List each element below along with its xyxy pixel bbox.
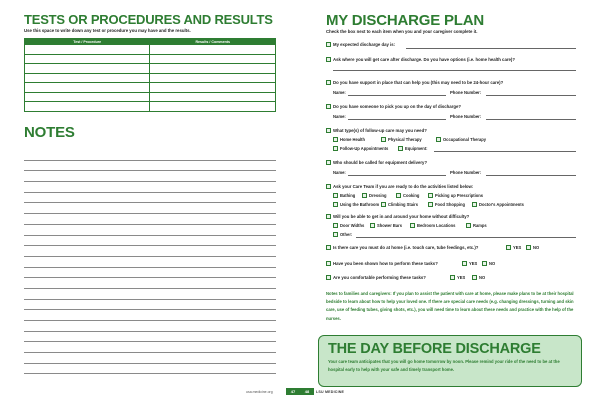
option-doctors-appointments[interactable]: Doctor's Appointments bbox=[472, 202, 524, 207]
checkbox[interactable] bbox=[326, 42, 331, 47]
note-line[interactable] bbox=[24, 193, 276, 204]
note-line[interactable] bbox=[24, 278, 276, 289]
checkbox[interactable] bbox=[326, 184, 331, 189]
table-cell[interactable] bbox=[25, 54, 150, 64]
checkbox[interactable] bbox=[326, 104, 331, 109]
option-door-widths[interactable]: Door Widths bbox=[333, 223, 364, 228]
table-cell[interactable] bbox=[150, 64, 276, 74]
name-label: Name: bbox=[333, 170, 346, 175]
table-row[interactable] bbox=[25, 83, 276, 93]
option-other[interactable]: Other: bbox=[333, 232, 352, 237]
table-row[interactable] bbox=[25, 45, 276, 55]
option-yes[interactable]: YES bbox=[450, 275, 465, 280]
day-before-discharge-text: Your care team anticipates that you will go home tomorrow by noon. Please remind your ride of the need to be at the hospital early to help with your safe and timely transport home. bbox=[328, 359, 560, 372]
table-cell[interactable] bbox=[150, 45, 276, 55]
checklist-item-pickup[interactable]: Do you have someone to pick you up on the day of discharge? bbox=[326, 104, 461, 109]
table-cell[interactable] bbox=[150, 54, 276, 64]
table-cell[interactable] bbox=[150, 83, 276, 93]
table-row[interactable] bbox=[25, 73, 276, 83]
discharge-plan-title: MY DISCHARGE PLAN bbox=[326, 12, 485, 29]
checkbox[interactable] bbox=[333, 193, 338, 198]
option-no[interactable]: NO bbox=[482, 261, 495, 266]
checkbox[interactable] bbox=[482, 261, 487, 266]
table-cell[interactable] bbox=[25, 83, 150, 93]
note-line[interactable] bbox=[24, 161, 276, 172]
phone-label: Phone Number: bbox=[450, 90, 482, 95]
discharge-plan-subtitle: Check the box next to each item when you and your caregiver complete it. bbox=[326, 29, 478, 34]
tests-title: TESTS OR PROCEDURES AND RESULTS bbox=[24, 12, 273, 27]
checklist-item-shown-tasks[interactable]: Have you been shown how to perform these tasks? bbox=[326, 261, 438, 266]
checkbox[interactable] bbox=[410, 223, 415, 228]
option-ramps[interactable]: Ramps bbox=[466, 223, 487, 228]
note-line[interactable] bbox=[24, 225, 276, 236]
checkbox[interactable] bbox=[326, 214, 331, 219]
checkbox[interactable] bbox=[370, 223, 375, 228]
table-cell[interactable] bbox=[25, 102, 150, 112]
table-row[interactable] bbox=[25, 64, 276, 74]
option-yes[interactable]: YES bbox=[462, 261, 477, 266]
checklist-item-after-discharge[interactable]: Ask where you will get care after discharge. Do you have options (i.e. home health care)? bbox=[326, 57, 515, 62]
checkbox[interactable] bbox=[450, 275, 455, 280]
table-cell[interactable] bbox=[150, 73, 276, 83]
note-line[interactable] bbox=[24, 268, 276, 279]
checkbox[interactable] bbox=[362, 193, 367, 198]
other-field[interactable] bbox=[356, 237, 576, 238]
option-equipment[interactable]: Equipment: bbox=[398, 146, 428, 151]
checkbox[interactable] bbox=[462, 261, 467, 266]
checkbox[interactable] bbox=[381, 137, 386, 142]
checkbox[interactable] bbox=[381, 202, 386, 207]
checkbox[interactable] bbox=[506, 245, 511, 250]
support-phone-field[interactable] bbox=[486, 95, 576, 96]
pickup-name-field[interactable] bbox=[348, 119, 446, 120]
checklist-item-followup[interactable]: What type(s) of follow-up care may you need? bbox=[326, 128, 427, 133]
tests-subtitle: Use this space to write down any test or procedure you may have and the results. bbox=[24, 28, 191, 33]
table-header-test: Test / Procedure bbox=[25, 39, 150, 45]
table-row[interactable] bbox=[25, 92, 276, 102]
note-line[interactable] bbox=[24, 310, 276, 321]
equipment-field[interactable] bbox=[434, 151, 576, 152]
checklist-item-comfortable[interactable]: Are you comfortable performing these tasks? bbox=[326, 275, 426, 280]
option-yes[interactable]: YES bbox=[506, 245, 521, 250]
page-number-right: 48 bbox=[300, 388, 314, 395]
note-line[interactable] bbox=[24, 300, 276, 311]
option-climbing-stairs[interactable]: Climbing Stairs bbox=[381, 202, 418, 207]
checkbox[interactable] bbox=[398, 146, 403, 151]
footer bbox=[0, 388, 600, 396]
table-cell[interactable] bbox=[25, 45, 150, 55]
day-before-discharge-box bbox=[318, 335, 582, 387]
checkbox[interactable] bbox=[326, 245, 331, 250]
checkbox[interactable] bbox=[326, 261, 331, 266]
equipment-phone-field[interactable] bbox=[486, 175, 576, 176]
option-cooking[interactable]: Cooking bbox=[396, 193, 419, 198]
checklist-item-discharge-day[interactable]: My expected discharge day is: bbox=[326, 42, 395, 47]
table-cell[interactable] bbox=[150, 92, 276, 102]
note-line[interactable] bbox=[24, 150, 276, 161]
table-cell[interactable] bbox=[25, 64, 150, 74]
table-cell[interactable] bbox=[150, 102, 276, 112]
note-line[interactable] bbox=[24, 236, 276, 247]
notes-lines[interactable] bbox=[24, 150, 276, 374]
phone-label: Phone Number: bbox=[450, 114, 482, 119]
option-follow-up-appointments[interactable]: Follow-Up Appointments bbox=[333, 146, 388, 151]
option-occupational-therapy[interactable]: Occupational Therapy bbox=[436, 137, 486, 142]
checkbox[interactable] bbox=[326, 275, 331, 280]
checkbox[interactable] bbox=[428, 202, 433, 207]
notes-title: NOTES bbox=[24, 124, 75, 141]
checkbox[interactable] bbox=[472, 202, 477, 207]
option-no[interactable]: NO bbox=[472, 275, 485, 280]
note-line[interactable] bbox=[24, 203, 276, 214]
name-label: Name: bbox=[333, 114, 346, 119]
pickup-phone-field[interactable] bbox=[486, 119, 576, 120]
checklist-item-get-in-home[interactable]: Will you be able to get in and around your home without difficulty? bbox=[326, 214, 469, 219]
equipment-name-field[interactable] bbox=[348, 175, 446, 176]
checkbox[interactable] bbox=[326, 160, 331, 165]
table-header-results: Results / Comments bbox=[150, 39, 276, 45]
note-line[interactable] bbox=[24, 289, 276, 300]
checklist-item-equipment-delivery[interactable]: Who should be called for equipment delivery? bbox=[326, 160, 427, 165]
checkbox[interactable] bbox=[526, 245, 531, 250]
option-bathing[interactable]: Bathing bbox=[333, 193, 355, 198]
checkbox[interactable] bbox=[428, 193, 433, 198]
option-picking-up-prescriptions[interactable]: Picking up Prescriptions bbox=[428, 193, 483, 198]
note-line[interactable] bbox=[24, 171, 276, 182]
checkbox[interactable] bbox=[333, 146, 338, 151]
option-bedroom-locations[interactable]: Bedroom Locations bbox=[410, 223, 455, 228]
checklist-item-support[interactable]: Do you have support in place that can help you (this may need to be 24-hour care)? bbox=[326, 80, 503, 85]
option-dressing[interactable]: Dressing bbox=[362, 193, 387, 198]
after-discharge-field[interactable] bbox=[333, 70, 576, 71]
checkbox[interactable] bbox=[472, 275, 477, 280]
checkbox[interactable] bbox=[333, 232, 338, 237]
option-no[interactable]: NO bbox=[526, 245, 539, 250]
note-line[interactable] bbox=[24, 182, 276, 193]
checkbox[interactable] bbox=[333, 137, 338, 142]
discharge-day-field[interactable] bbox=[406, 48, 576, 49]
table-row[interactable] bbox=[25, 102, 276, 112]
option-home-health[interactable]: Home Health bbox=[333, 137, 365, 142]
note-line[interactable] bbox=[24, 332, 276, 343]
note-line[interactable] bbox=[24, 353, 276, 364]
note-line[interactable] bbox=[24, 214, 276, 225]
note-line[interactable] bbox=[24, 246, 276, 257]
checklist-item-activities[interactable]: Ask your Care Team if you are ready to do the activities listed below: bbox=[326, 184, 473, 189]
page-number-left: 47 bbox=[286, 388, 300, 395]
name-label: Name: bbox=[333, 90, 346, 95]
footer-url[interactable]: usa.medicine.org bbox=[246, 389, 273, 394]
option-food-shopping[interactable]: Food Shopping bbox=[428, 202, 465, 207]
tests-table bbox=[24, 38, 276, 112]
table-cell[interactable] bbox=[25, 92, 150, 102]
phone-label: Phone Number: bbox=[450, 170, 482, 175]
checkbox[interactable] bbox=[326, 128, 331, 133]
support-name-field[interactable] bbox=[348, 95, 446, 96]
caregiver-note: Notes to families and caregivers: If you plan to assist the patient with care at home, please make plans to be at their hospital bedside to learn about how to help your loved one. If there are special care needs (e.g. changing dressings, turning and skin care, use of feeding tubes, giving shots, etc.), you will need time to learn about these needs and practice with the help of the nurses. bbox=[326, 291, 574, 321]
table-cell[interactable] bbox=[25, 73, 150, 83]
day-before-discharge-title: THE DAY BEFORE DISCHARGE bbox=[328, 341, 541, 357]
checkbox[interactable] bbox=[396, 193, 401, 198]
table-row[interactable] bbox=[25, 54, 276, 64]
checkbox[interactable] bbox=[326, 57, 331, 62]
option-shower-bars[interactable]: Shower Bars bbox=[370, 223, 402, 228]
note-line[interactable] bbox=[24, 364, 276, 375]
lsu-medicine-logo: LSU MEDICINE bbox=[316, 389, 345, 394]
checkbox[interactable] bbox=[436, 137, 441, 142]
checkbox[interactable] bbox=[326, 80, 331, 85]
note-line[interactable] bbox=[24, 342, 276, 353]
checkbox[interactable] bbox=[333, 202, 338, 207]
note-line[interactable] bbox=[24, 321, 276, 332]
option-using-the-bathroom[interactable]: Using the Bathroom bbox=[333, 202, 379, 207]
checkbox[interactable] bbox=[333, 223, 338, 228]
checkbox[interactable] bbox=[466, 223, 471, 228]
note-line[interactable] bbox=[24, 257, 276, 268]
checklist-item-home-care[interactable]: Is there care you must do at home (i.e. touch care, tube feedings, etc.)? bbox=[326, 245, 478, 250]
option-physical-therapy[interactable]: Physical Therapy bbox=[381, 137, 422, 142]
